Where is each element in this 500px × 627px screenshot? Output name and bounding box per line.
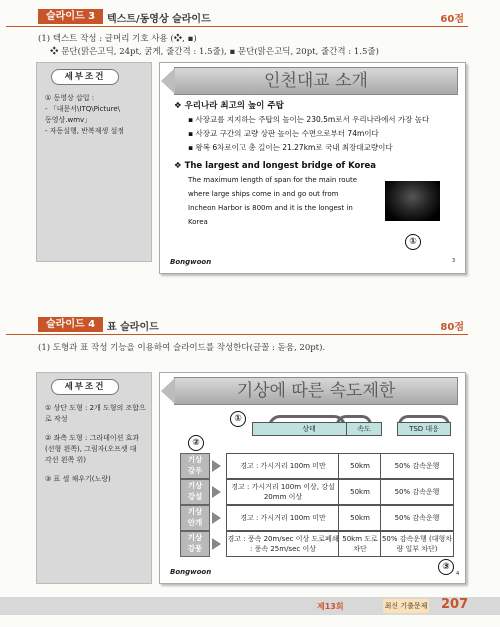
condition-line: - 「내문서\ITQ\Picture\ xyxy=(45,105,121,113)
table-cell: 경고 : 가시거리 100m 미만 xyxy=(226,453,340,479)
english-line: where large ships come in and go out from xyxy=(188,190,339,198)
category-line: 강우 xyxy=(187,466,203,475)
bullet-3: ▪ 왕복 6차로이고 총 길이는 21.27km로 국내 최장대교량이다 xyxy=(188,143,393,152)
slide4-conditions xyxy=(36,372,152,584)
table-cell: 경고 : 가시거리 100m 이상, 강설 20mm 이상 xyxy=(226,479,340,505)
bullet-heading-2: ❖ The largest and longest bridge of Korea xyxy=(174,161,377,171)
arrow-icon xyxy=(212,538,221,550)
slide3-title: 텍스트/동영상 슬라이드 xyxy=(107,14,211,25)
condition-spacer xyxy=(45,466,146,474)
condition-line: ② 좌측 도형 : 그라데이션 효과 xyxy=(45,434,140,442)
condition-line: (선형 왼쪽), 그림자(오프셋 대 xyxy=(45,445,137,453)
conditions-label: 세부조건 xyxy=(51,69,119,85)
bullet-heading-1: ❖ 우리나라 최고의 높이 주탑 xyxy=(174,101,284,111)
category-line: 강설 xyxy=(187,492,203,501)
condition-line: - 자동실행, 반복재생 설정 xyxy=(45,127,125,135)
bullet-2: ▪ 사장교 구간의 교량 상판 높이는 수면으로부터 74m이다 xyxy=(188,129,379,138)
bullet-1: ▪ 사장교를 지지하는 주탑의 높이는 230.5m로서 우리나라에서 가장 높다 xyxy=(188,115,430,124)
category-line: 기상 xyxy=(187,507,203,516)
title-shape-tail xyxy=(161,68,175,94)
category-line: 기상 xyxy=(187,455,203,464)
condition-spacer xyxy=(45,425,146,433)
page-number: 4 xyxy=(456,571,460,577)
category-wind xyxy=(180,531,210,557)
slide3-instruction-2: ❖ 문단(맑은고딕, 24pt, 굵게, 줄간격 : 1.5줄), ▪ 문단(맑은고딕, 20pt, 줄간격 : 1.5줄) xyxy=(50,47,379,57)
table-cell: 50km 도로차단 xyxy=(338,531,382,557)
bongwoon-logo: Bongwoon xyxy=(170,568,212,576)
category-snow xyxy=(180,479,210,505)
table-cell: 50km xyxy=(338,505,382,531)
condition-line: 각선 왼쪽 위) xyxy=(45,456,86,464)
category-line: 안개 xyxy=(187,518,203,527)
slide3-slide-title: 인천대교 소개 xyxy=(264,71,368,91)
slide4-header xyxy=(6,316,468,335)
footer-page-number: 207 xyxy=(441,597,469,612)
slide4-preview xyxy=(159,372,466,584)
category-line: 기상 xyxy=(187,481,203,490)
marker-3: ③ xyxy=(438,559,454,575)
title-shape-tail xyxy=(161,378,175,404)
table-cell: 50km xyxy=(338,453,382,479)
condition-line: ③ 표 셀 채우기(노랑) xyxy=(45,475,111,483)
conditions-label: 세부조건 xyxy=(51,379,119,395)
slide3-title-shape xyxy=(174,67,458,95)
slide4-title: 표 슬라이드 xyxy=(107,322,159,333)
table-cell: 경고 : 가시거리 100m 미만 xyxy=(226,505,340,531)
english-line: Incheon Harbor is 800m and it is the longest in xyxy=(188,204,353,212)
slide3-preview xyxy=(159,62,466,274)
table-cell: 50% 감속운행 xyxy=(380,505,454,531)
slide3-conditions xyxy=(36,62,152,262)
slide4-instruction-1: (1) 도형과 표 작성 기능을 이용하여 슬라이드를 작성한다(글꼴 : 돋움, 20pt). xyxy=(38,343,326,353)
header-state: 상태 xyxy=(252,422,366,436)
arrow-icon xyxy=(212,460,221,472)
marker-1: ① xyxy=(405,234,421,250)
slide4-badge: 슬라이드 4 xyxy=(38,317,103,332)
english-line: Korea xyxy=(188,218,208,226)
bongwoon-logo: Bongwoon xyxy=(170,258,212,266)
slide3-header xyxy=(6,8,468,27)
slide4-slide-title: 기상에 따른 속도제한 xyxy=(236,381,396,401)
arrow-icon xyxy=(212,486,221,498)
footer-round: 제13회 xyxy=(317,602,344,611)
arrow-icon xyxy=(212,512,221,524)
slide4-points: 80점 xyxy=(440,322,464,333)
header-tsd: TSD 대응 xyxy=(397,422,451,436)
table-cell: 50% 감속운행 xyxy=(380,453,454,479)
slide3-instruction-1: (1) 텍스트 작성 : 글머리 기호 사용 (❖, ▪) xyxy=(38,34,197,44)
footer-label: 최신 기출문제 xyxy=(383,599,429,613)
marker-2: ② xyxy=(188,435,204,451)
video-thumbnail[interactable] xyxy=(385,181,440,221)
category-line: 강풍 xyxy=(187,544,203,553)
marker-1: ① xyxy=(230,411,246,427)
slide4-title-shape xyxy=(174,377,458,405)
category-line: 기상 xyxy=(187,533,203,542)
header-speed: 속도 xyxy=(346,422,382,436)
slide3-badge: 슬라이드 3 xyxy=(38,9,103,24)
table-cell: 50km xyxy=(338,479,382,505)
english-line: The maximum length of span for the main route xyxy=(188,176,358,184)
condition-line: 로 작성 xyxy=(45,415,68,423)
condition-line: ① 동영상 삽입 : xyxy=(45,94,95,102)
condition-line: 동영상.wmv」 xyxy=(45,116,92,124)
conditions-text xyxy=(45,403,146,485)
table-cell: 50% 감속운행 xyxy=(380,479,454,505)
table-cell: 50% 감속운행 (대형차량 일부 차단) xyxy=(380,531,454,557)
condition-line: ① 상단 도형 : 2개 도형의 조합으 xyxy=(45,404,146,412)
category-rain xyxy=(180,453,210,479)
slide3-points: 60점 xyxy=(440,14,464,25)
category-fog xyxy=(180,505,210,531)
page-number: 3 xyxy=(452,258,456,264)
table-cell: 경고 : 풍속 20m/sec 이상 도로폐쇄 : 풍속 25m/sec 이상 xyxy=(226,531,340,557)
conditions-text xyxy=(45,93,124,137)
